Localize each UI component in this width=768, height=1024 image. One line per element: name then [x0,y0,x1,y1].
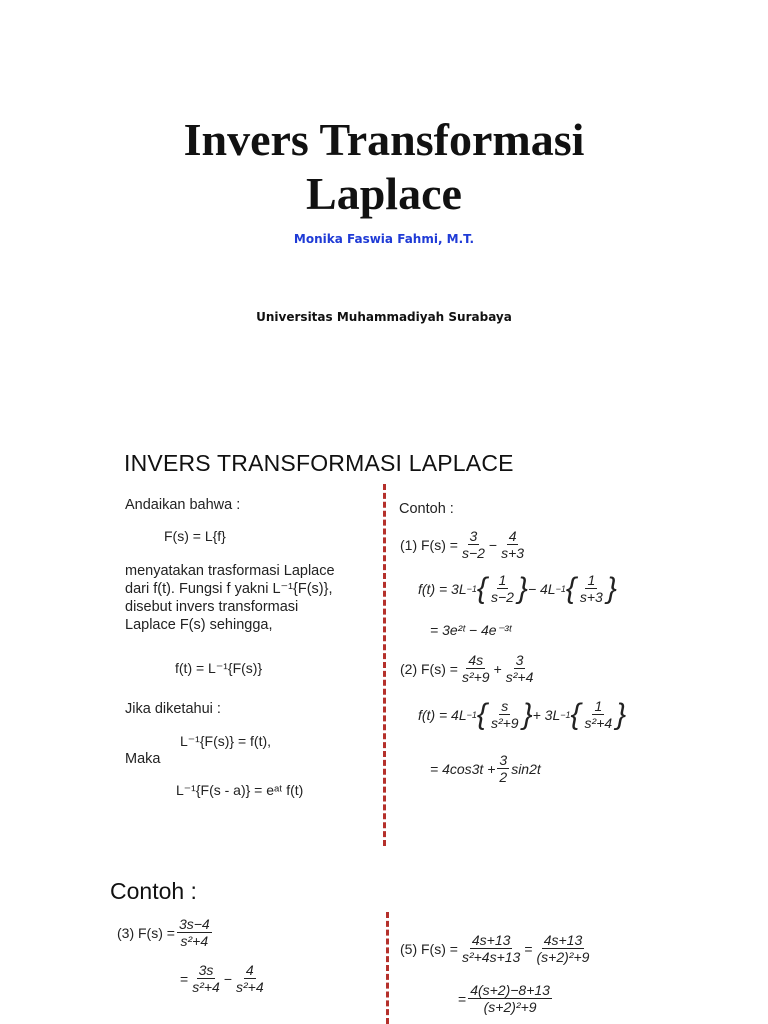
section-divider [383,484,386,846]
fraction: $\frac{4(s+2)-8+13}{\text{(s+2)²+9}}$ [470,982,550,1015]
fraction: $\frac{1}{\text{s²+4}}$ [584,698,613,731]
section-heading: INVERS TRANSFORMASI LAPLACE [124,450,514,476]
example-1-label: (1) F(s) = [400,536,458,553]
example-3-split [180,962,268,995]
fraction: $\frac{3}{\text{s²+4}}$ [505,652,534,685]
operator: + [493,660,502,677]
fraction: $\frac{3s}{\text{s²+4}}$ [192,962,220,995]
fraction: $\frac{1}{s-2}$ [490,572,514,605]
example-2-label: (2) F(s) = [400,660,458,677]
operator: − [223,970,232,987]
term: f(t) = 4L [418,706,467,723]
inverse-equation: f(t) = L⁻¹{F(s)} [175,660,263,676]
left-brace: { [570,697,581,731]
example-2-result [430,752,541,785]
fraction: $\frac{3}{2}$ [499,752,508,785]
fraction: $\frac{3s-4}{\text{s²+4}}$ [178,916,210,949]
page-title-line-1: Invers Transformasi [183,114,585,165]
author-name: Monika Faswia Fahmi, M.T. [293,232,475,246]
fraction: $\frac{4}{\text{s²+4}}$ [236,962,264,995]
fraction: $\frac{4s}{\text{s²+9}}$ [461,652,490,685]
left-brace: { [476,697,487,731]
example-5-equation [400,932,593,965]
example-3-equation [117,916,214,949]
page-title-line-2: Laplace [306,168,462,219]
fraction: $\frac{s}{\text{s²+9}}$ [490,698,519,731]
contoh-label: Contoh : [399,501,454,517]
left-brace: { [476,571,487,605]
section-2-divider [386,912,389,1024]
term: − 4L [527,580,556,597]
section-2-heading: Contoh : [110,878,197,904]
example-1-equation [400,528,528,561]
left-brace: { [565,571,576,605]
example-1-result: = 3e²ᵗ − 4e⁻³ᵗ [430,622,512,638]
shift-equation: L⁻¹{F(s - a)} = eᵃᵗ f(t) [176,782,304,798]
superscript: −1 [466,709,477,720]
known-equation: L⁻¹{F(s)} = f(t), [180,733,272,749]
example-2-equation [400,652,537,685]
fraction: $\frac{4s+13}{\text{s²+4s+13}}$ [461,932,521,965]
example-5-step [458,982,554,1015]
para-line-4: Laplace F(s) sehingga, [125,617,273,633]
right-brace: } [522,697,533,731]
operator: = [458,990,467,1007]
example-2-inverse [418,698,626,731]
superscript: −1 [560,709,571,720]
institution-name: Universitas Muhammadiyah Surabaya [256,310,512,324]
definition-equation: F(s) = L{f} [164,528,226,544]
para-line-1: menyatakan trasformasi Laplace [125,563,335,579]
fraction: $\frac{3}{s-2}$ [461,528,485,561]
operator: − [488,536,498,553]
example-1-inverse [418,572,617,605]
term: = 4cos3t + [430,760,496,777]
fraction: $\frac{4}{s+3}$ [501,528,525,561]
fraction: $\frac{1}{s+3}$ [579,572,603,605]
superscript: −1 [466,583,477,594]
right-brace: } [517,571,528,605]
operator: = [524,940,533,957]
para-line-3: disebut invers transformasi [125,599,299,615]
operator: = [180,970,189,987]
example-5-label: (5) F(s) = [400,940,458,957]
intro-text: Andaikan bahwa : [125,497,241,513]
fraction: $\frac{4s+13}{\text{(s+2)²+9}}$ [536,932,590,965]
superscript: −1 [555,583,566,594]
term: + 3L [532,706,561,723]
para-line-2: dari f(t). Fungsi f yakni L⁻¹{F(s)}, [125,581,333,597]
right-brace: } [616,697,627,731]
jika-text: Jika diketahui : [125,701,221,717]
term: f(t) = 3L [418,580,467,597]
maka-text: Maka [125,751,161,767]
right-brace: } [606,571,617,605]
example-3-label: (3) F(s) = [117,924,175,941]
term: sin2t [511,760,541,777]
